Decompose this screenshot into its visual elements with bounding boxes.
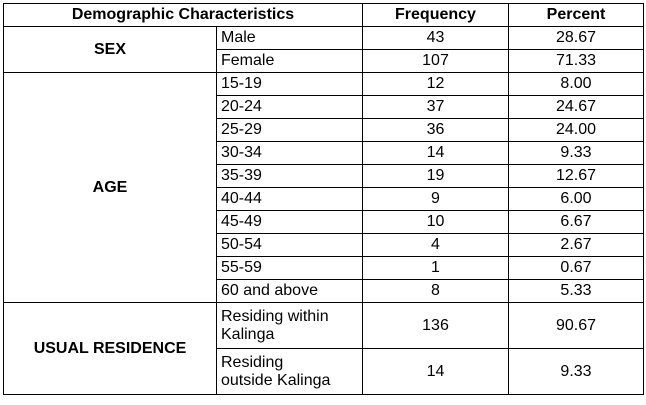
percent-cell: 6.67 (509, 211, 644, 234)
category-cell: 50-54 (217, 234, 363, 257)
category-cell: 40-44 (217, 188, 363, 211)
percent-cell: 2.67 (509, 234, 644, 257)
header-row (4, 4, 644, 27)
frequency-cell: 43 (363, 27, 509, 50)
frequency-cell: 19 (363, 165, 509, 188)
frequency-cell: 14 (363, 142, 509, 165)
category-cell: 30-34 (217, 142, 363, 165)
frequency-cell: 1 (363, 257, 509, 280)
category-cell: Male (217, 27, 363, 50)
category-cell: 60 and above (217, 280, 363, 303)
percent-cell: 71.33 (509, 50, 644, 73)
frequency-cell: 8 (363, 280, 509, 303)
category-cell (217, 349, 363, 395)
category-cell: 25-29 (217, 119, 363, 142)
group-label-sex: SEX (4, 27, 217, 73)
percent-cell: 0.67 (509, 257, 644, 280)
category-cell: 20-24 (217, 96, 363, 119)
percent-cell: 5.33 (509, 280, 644, 303)
category-cell: 35-39 (217, 165, 363, 188)
frequency-cell: 12 (363, 73, 509, 96)
group-label-usual-residence: USUAL RESIDENCE (4, 303, 217, 395)
frequency-cell: 37 (363, 96, 509, 119)
frequency-cell: 14 (363, 349, 509, 395)
percent-cell: 12.67 (509, 165, 644, 188)
group-label-age: AGE (4, 73, 217, 303)
table-row (4, 27, 644, 50)
frequency-cell: 36 (363, 119, 509, 142)
category-cell: 15-19 (217, 73, 363, 96)
frequency-cell: 10 (363, 211, 509, 234)
table-row (4, 73, 644, 96)
category-cell: 45-49 (217, 211, 363, 234)
category-cell (217, 303, 363, 349)
percent-cell: 24.00 (509, 119, 644, 142)
category-line: Residing (221, 353, 284, 371)
percent-cell: 28.67 (509, 27, 644, 50)
frequency-cell: 9 (363, 188, 509, 211)
category-line: Residing within (221, 307, 329, 325)
percent-cell: 24.67 (509, 96, 644, 119)
percent-cell: 9.33 (509, 349, 644, 395)
header-characteristics: Demographic Characteristics (4, 4, 363, 27)
frequency-cell: 4 (363, 234, 509, 257)
frequency-cell: 107 (363, 50, 509, 73)
header-frequency: Frequency (363, 4, 509, 27)
frequency-cell: 136 (363, 303, 509, 349)
category-cell: Female (217, 50, 363, 73)
demographics-table (3, 3, 644, 395)
header-percent: Percent (509, 4, 644, 27)
percent-cell: 90.67 (509, 303, 644, 349)
category-line: outside Kalinga (221, 371, 331, 389)
category-line: Kalinga (221, 325, 275, 343)
percent-cell: 8.00 (509, 73, 644, 96)
category-cell: 55-59 (217, 257, 363, 280)
percent-cell: 9.33 (509, 142, 644, 165)
table-row (4, 303, 644, 349)
percent-cell: 6.00 (509, 188, 644, 211)
